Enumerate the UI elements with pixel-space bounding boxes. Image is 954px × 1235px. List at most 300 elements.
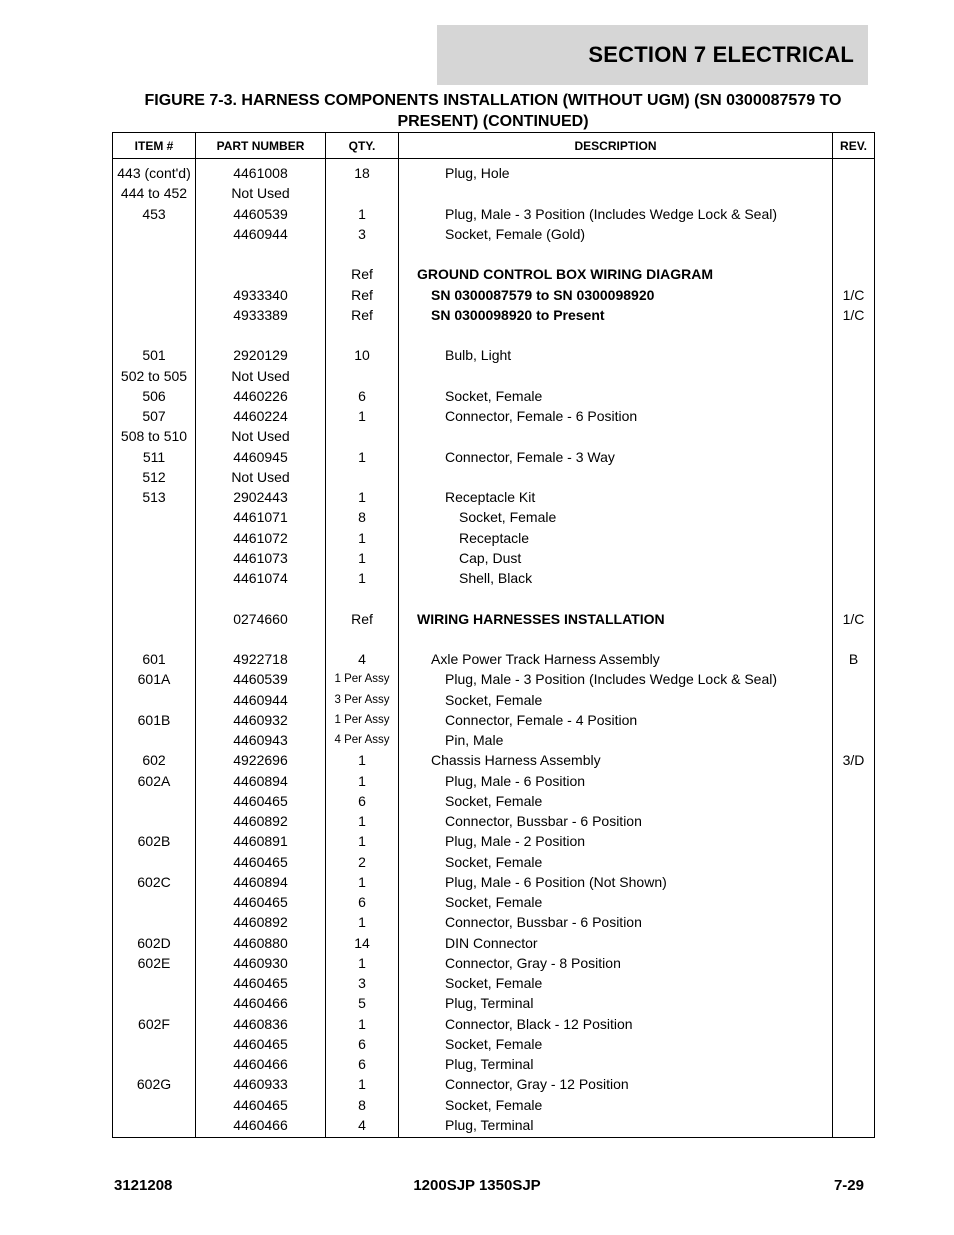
table-row bbox=[113, 993, 875, 1013]
description-cell: Socket, Female bbox=[399, 507, 833, 527]
table-row bbox=[113, 325, 875, 345]
revision-cell: 3/D bbox=[833, 750, 875, 770]
item-number-cell: 444 to 452 bbox=[113, 183, 196, 203]
item-number-cell: 511 bbox=[113, 447, 196, 467]
item-number-cell: 602C bbox=[113, 872, 196, 892]
part-number-cell: 4460465 bbox=[196, 892, 326, 912]
description-cell: Plug, Male - 6 Position (Not Shown) bbox=[399, 872, 833, 892]
description-cell bbox=[399, 325, 833, 345]
parts-table-body bbox=[113, 159, 875, 1138]
revision-cell bbox=[833, 568, 875, 588]
item-number-cell: 601 bbox=[113, 649, 196, 669]
revision-cell bbox=[833, 345, 875, 365]
revision-cell bbox=[833, 204, 875, 224]
part-number-cell: 4460224 bbox=[196, 406, 326, 426]
item-number-cell: 502 to 505 bbox=[113, 366, 196, 386]
revision-cell bbox=[833, 507, 875, 527]
quantity-cell: 8 bbox=[326, 1095, 399, 1115]
quantity-cell: 1 bbox=[326, 568, 399, 588]
quantity-cell: 1 bbox=[326, 447, 399, 467]
revision-cell bbox=[833, 973, 875, 993]
item-number-cell bbox=[113, 993, 196, 1013]
quantity-cell: 1 bbox=[326, 872, 399, 892]
quantity-cell bbox=[326, 588, 399, 608]
footer-doc-number: 3121208 bbox=[114, 1177, 173, 1194]
part-number-cell: 4460944 bbox=[196, 224, 326, 244]
description-cell: Plug, Male - 3 Position (Includes Wedge Lock & Seal) bbox=[399, 669, 833, 689]
part-number-cell: 4460944 bbox=[196, 690, 326, 710]
item-number-cell: 602A bbox=[113, 771, 196, 791]
item-number-cell bbox=[113, 325, 196, 345]
description-cell: Socket, Female bbox=[399, 690, 833, 710]
quantity-cell: 6 bbox=[326, 791, 399, 811]
revision-cell bbox=[833, 993, 875, 1013]
revision-cell bbox=[833, 912, 875, 932]
item-number-cell: 602 bbox=[113, 750, 196, 770]
item-number-cell bbox=[113, 548, 196, 568]
table-row bbox=[113, 690, 875, 710]
part-number-cell: 4460945 bbox=[196, 447, 326, 467]
item-number-cell bbox=[113, 811, 196, 831]
item-number-cell bbox=[113, 244, 196, 264]
item-number-cell bbox=[113, 730, 196, 750]
description-cell: Plug, Hole bbox=[399, 159, 833, 184]
description-cell: SN 0300098920 to Present bbox=[399, 305, 833, 325]
table-row bbox=[113, 669, 875, 689]
description-cell: Plug, Male - 2 Position bbox=[399, 831, 833, 851]
description-cell: Connector, Female - 6 Position bbox=[399, 406, 833, 426]
part-number-cell: 4460226 bbox=[196, 386, 326, 406]
quantity-cell: 14 bbox=[326, 933, 399, 953]
description-cell: Connector, Female - 3 Way bbox=[399, 447, 833, 467]
part-number-cell bbox=[196, 588, 326, 608]
table-row bbox=[113, 872, 875, 892]
table-row bbox=[113, 912, 875, 932]
quantity-cell bbox=[326, 325, 399, 345]
part-number-cell: 4460930 bbox=[196, 953, 326, 973]
revision-cell bbox=[833, 771, 875, 791]
revision-cell bbox=[833, 487, 875, 507]
revision-cell bbox=[833, 528, 875, 548]
quantity-cell: 4 Per Assy bbox=[326, 730, 399, 750]
figure-title bbox=[112, 90, 874, 132]
part-number-cell: 4460539 bbox=[196, 204, 326, 224]
description-cell: Socket, Female bbox=[399, 1095, 833, 1115]
quantity-cell: 6 bbox=[326, 892, 399, 912]
revision-cell bbox=[833, 1095, 875, 1115]
description-cell: Socket, Female bbox=[399, 892, 833, 912]
table-row bbox=[113, 1034, 875, 1054]
part-number-cell: 4460891 bbox=[196, 831, 326, 851]
item-number-cell: 443 (cont'd) bbox=[113, 159, 196, 184]
revision-cell bbox=[833, 831, 875, 851]
part-number-cell: Not Used bbox=[196, 183, 326, 203]
revision-cell bbox=[833, 1115, 875, 1138]
revision-cell bbox=[833, 264, 875, 284]
description-cell: Connector, Bussbar - 6 Position bbox=[399, 912, 833, 932]
item-number-cell: 512 bbox=[113, 467, 196, 487]
revision-cell bbox=[833, 588, 875, 608]
part-number-cell: 4460894 bbox=[196, 771, 326, 791]
part-number-cell bbox=[196, 325, 326, 345]
table-row bbox=[113, 447, 875, 467]
revision-cell bbox=[833, 811, 875, 831]
quantity-cell: 4 bbox=[326, 649, 399, 669]
item-number-cell: 601B bbox=[113, 710, 196, 730]
quantity-cell: 1 bbox=[326, 528, 399, 548]
quantity-cell: 1 bbox=[326, 912, 399, 932]
part-number-cell: 4922696 bbox=[196, 750, 326, 770]
quantity-cell: 2 bbox=[326, 852, 399, 872]
table-row bbox=[113, 831, 875, 851]
revision-cell: B bbox=[833, 649, 875, 669]
revision-cell bbox=[833, 1054, 875, 1074]
description-cell: Socket, Female bbox=[399, 791, 833, 811]
quantity-cell: 1 bbox=[326, 953, 399, 973]
description-cell: Connector, Black - 12 Position bbox=[399, 1014, 833, 1034]
table-row bbox=[113, 771, 875, 791]
quantity-cell: 1 bbox=[326, 1074, 399, 1094]
table-row bbox=[113, 345, 875, 365]
revision-cell bbox=[833, 548, 875, 568]
part-number-cell: 4922718 bbox=[196, 649, 326, 669]
table-row bbox=[113, 730, 875, 750]
footer-page-number: 7-29 bbox=[833, 1177, 864, 1194]
description-cell: Plug, Terminal bbox=[399, 1115, 833, 1138]
description-cell: Plug, Male - 3 Position (Includes Wedge Lock & Seal) bbox=[399, 204, 833, 224]
item-number-cell bbox=[113, 912, 196, 932]
part-number-cell bbox=[196, 629, 326, 649]
item-number-cell: 501 bbox=[113, 345, 196, 365]
revision-cell: 1/C bbox=[833, 305, 875, 325]
quantity-cell: 1 bbox=[326, 487, 399, 507]
quantity-cell: 1 bbox=[326, 204, 399, 224]
part-number-cell: 4461008 bbox=[196, 159, 326, 184]
part-number-cell: 0274660 bbox=[196, 609, 326, 629]
item-number-cell bbox=[113, 892, 196, 912]
section-title: SECTION 7 ELECTRICAL bbox=[588, 42, 854, 67]
item-number-cell bbox=[113, 690, 196, 710]
table-row bbox=[113, 204, 875, 224]
quantity-cell: 6 bbox=[326, 386, 399, 406]
part-number-cell: 4460892 bbox=[196, 811, 326, 831]
table-row bbox=[113, 548, 875, 568]
item-number-cell bbox=[113, 973, 196, 993]
table-row bbox=[113, 852, 875, 872]
quantity-cell bbox=[326, 183, 399, 203]
quantity-cell: 3 bbox=[326, 224, 399, 244]
description-cell bbox=[399, 588, 833, 608]
description-cell: Socket, Female bbox=[399, 973, 833, 993]
quantity-cell: 1 bbox=[326, 548, 399, 568]
table-row bbox=[113, 244, 875, 264]
description-cell bbox=[399, 629, 833, 649]
quantity-cell bbox=[326, 244, 399, 264]
description-cell: Receptacle Kit bbox=[399, 487, 833, 507]
column-header-rev: REV. bbox=[833, 133, 875, 159]
table-row bbox=[113, 933, 875, 953]
description-cell: Plug, Terminal bbox=[399, 1054, 833, 1074]
table-row bbox=[113, 285, 875, 305]
item-number-cell bbox=[113, 791, 196, 811]
item-number-cell: 601A bbox=[113, 669, 196, 689]
item-number-cell bbox=[113, 588, 196, 608]
revision-cell bbox=[833, 953, 875, 973]
revision-cell bbox=[833, 1014, 875, 1034]
item-number-cell bbox=[113, 568, 196, 588]
description-cell: GROUND CONTROL BOX WIRING DIAGRAM bbox=[399, 264, 833, 284]
table-row bbox=[113, 159, 875, 184]
item-number-cell: 602B bbox=[113, 831, 196, 851]
description-cell: Socket, Female (Gold) bbox=[399, 224, 833, 244]
quantity-cell: 6 bbox=[326, 1054, 399, 1074]
quantity-cell: Ref bbox=[326, 285, 399, 305]
item-number-cell bbox=[113, 305, 196, 325]
footer-model: 1200SJP 1350SJP bbox=[413, 1177, 541, 1194]
table-header-row bbox=[113, 133, 875, 159]
revision-cell bbox=[833, 1074, 875, 1094]
revision-cell bbox=[833, 366, 875, 386]
quantity-cell bbox=[326, 366, 399, 386]
item-number-cell: 602E bbox=[113, 953, 196, 973]
revision-cell: 1/C bbox=[833, 285, 875, 305]
quantity-cell: 1 bbox=[326, 771, 399, 791]
description-cell bbox=[399, 183, 833, 203]
column-header-description: DESCRIPTION bbox=[399, 133, 833, 159]
item-number-cell bbox=[113, 629, 196, 649]
part-number-cell: 4933389 bbox=[196, 305, 326, 325]
section-header bbox=[437, 25, 868, 85]
part-number-cell: 4461072 bbox=[196, 528, 326, 548]
quantity-cell bbox=[326, 426, 399, 446]
revision-cell bbox=[833, 244, 875, 264]
table-row bbox=[113, 710, 875, 730]
revision-cell bbox=[833, 710, 875, 730]
revision-cell bbox=[833, 447, 875, 467]
description-cell bbox=[399, 244, 833, 264]
item-number-cell: 513 bbox=[113, 487, 196, 507]
quantity-cell: 1 Per Assy bbox=[326, 710, 399, 730]
table-row bbox=[113, 305, 875, 325]
quantity-cell: 6 bbox=[326, 1034, 399, 1054]
quantity-cell: 1 bbox=[326, 750, 399, 770]
table-row bbox=[113, 1074, 875, 1094]
table-row bbox=[113, 467, 875, 487]
item-number-cell bbox=[113, 1095, 196, 1115]
revision-cell bbox=[833, 872, 875, 892]
item-number-cell bbox=[113, 264, 196, 284]
quantity-cell bbox=[326, 629, 399, 649]
item-number-cell: 602F bbox=[113, 1014, 196, 1034]
part-number-cell: 4460880 bbox=[196, 933, 326, 953]
description-cell: Shell, Black bbox=[399, 568, 833, 588]
part-number-cell: 4461071 bbox=[196, 507, 326, 527]
figure-title-line2: PRESENT) (CONTINUED) bbox=[397, 113, 589, 130]
item-number-cell bbox=[113, 1054, 196, 1074]
table-row bbox=[113, 629, 875, 649]
table-row bbox=[113, 1054, 875, 1074]
item-number-cell: 506 bbox=[113, 386, 196, 406]
quantity-cell: Ref bbox=[326, 264, 399, 284]
revision-cell bbox=[833, 426, 875, 446]
revision-cell bbox=[833, 183, 875, 203]
table-row bbox=[113, 426, 875, 446]
quantity-cell: 18 bbox=[326, 159, 399, 184]
part-number-cell: 4460466 bbox=[196, 1054, 326, 1074]
part-number-cell: 4460465 bbox=[196, 973, 326, 993]
quantity-cell bbox=[326, 467, 399, 487]
part-number-cell bbox=[196, 264, 326, 284]
description-cell: Cap, Dust bbox=[399, 548, 833, 568]
revision-cell bbox=[833, 406, 875, 426]
column-header-qty: QTY. bbox=[326, 133, 399, 159]
item-number-cell: 602G bbox=[113, 1074, 196, 1094]
revision-cell bbox=[833, 791, 875, 811]
revision-cell: 1/C bbox=[833, 609, 875, 629]
part-number-cell: 4460466 bbox=[196, 1115, 326, 1138]
quantity-cell: 1 bbox=[326, 811, 399, 831]
item-number-cell bbox=[113, 1115, 196, 1138]
part-number-cell: 4460933 bbox=[196, 1074, 326, 1094]
table-row bbox=[113, 892, 875, 912]
part-number-cell: 4460465 bbox=[196, 1095, 326, 1115]
description-cell: Axle Power Track Harness Assembly bbox=[399, 649, 833, 669]
description-cell: Socket, Female bbox=[399, 1034, 833, 1054]
item-number-cell: 453 bbox=[113, 204, 196, 224]
part-number-cell: 4460836 bbox=[196, 1014, 326, 1034]
quantity-cell: 8 bbox=[326, 507, 399, 527]
table-row bbox=[113, 264, 875, 284]
part-number-cell: 4460894 bbox=[196, 872, 326, 892]
description-cell: Connector, Bussbar - 6 Position bbox=[399, 811, 833, 831]
table-row bbox=[113, 224, 875, 244]
column-header-part-number: PART NUMBER bbox=[196, 133, 326, 159]
description-cell: Socket, Female bbox=[399, 386, 833, 406]
item-number-cell bbox=[113, 1034, 196, 1054]
quantity-cell: 1 bbox=[326, 406, 399, 426]
revision-cell bbox=[833, 159, 875, 184]
revision-cell bbox=[833, 467, 875, 487]
item-number-cell bbox=[113, 285, 196, 305]
description-cell: Connector, Female - 4 Position bbox=[399, 710, 833, 730]
table-row bbox=[113, 1115, 875, 1138]
item-number-cell bbox=[113, 507, 196, 527]
description-cell: Plug, Terminal bbox=[399, 993, 833, 1013]
revision-cell bbox=[833, 669, 875, 689]
description-cell: Bulb, Light bbox=[399, 345, 833, 365]
table-row bbox=[113, 487, 875, 507]
revision-cell bbox=[833, 386, 875, 406]
table-row bbox=[113, 973, 875, 993]
quantity-cell: 3 Per Assy bbox=[326, 690, 399, 710]
part-number-cell: 2902443 bbox=[196, 487, 326, 507]
item-number-cell: 602D bbox=[113, 933, 196, 953]
parts-table bbox=[112, 132, 875, 1138]
description-cell bbox=[399, 467, 833, 487]
table-row bbox=[113, 750, 875, 770]
part-number-cell: 4460466 bbox=[196, 993, 326, 1013]
table-row bbox=[113, 366, 875, 386]
revision-cell bbox=[833, 730, 875, 750]
part-number-cell: 4933340 bbox=[196, 285, 326, 305]
item-number-cell bbox=[113, 224, 196, 244]
part-number-cell: Not Used bbox=[196, 366, 326, 386]
quantity-cell: Ref bbox=[326, 609, 399, 629]
table-row bbox=[113, 953, 875, 973]
item-number-cell bbox=[113, 528, 196, 548]
table-row bbox=[113, 1014, 875, 1034]
table-row bbox=[113, 568, 875, 588]
part-number-cell: 4461074 bbox=[196, 568, 326, 588]
part-number-cell: Not Used bbox=[196, 467, 326, 487]
description-cell: Pin, Male bbox=[399, 730, 833, 750]
part-number-cell: 4460892 bbox=[196, 912, 326, 932]
table-row bbox=[113, 609, 875, 629]
part-number-cell: 4460932 bbox=[196, 710, 326, 730]
table-row bbox=[113, 811, 875, 831]
revision-cell bbox=[833, 892, 875, 912]
table-row bbox=[113, 1095, 875, 1115]
table-row bbox=[113, 183, 875, 203]
revision-cell bbox=[833, 629, 875, 649]
item-number-cell: 507 bbox=[113, 406, 196, 426]
revision-cell bbox=[833, 1034, 875, 1054]
part-number-cell: 4461073 bbox=[196, 548, 326, 568]
table-row bbox=[113, 791, 875, 811]
table-row bbox=[113, 406, 875, 426]
quantity-cell: 5 bbox=[326, 993, 399, 1013]
description-cell bbox=[399, 366, 833, 386]
revision-cell bbox=[833, 852, 875, 872]
part-number-cell: 4460465 bbox=[196, 791, 326, 811]
item-number-cell bbox=[113, 852, 196, 872]
quantity-cell: 10 bbox=[326, 345, 399, 365]
quantity-cell: 1 bbox=[326, 1014, 399, 1034]
part-number-cell: Not Used bbox=[196, 426, 326, 446]
part-number-cell: 2920129 bbox=[196, 345, 326, 365]
figure-title-line1: FIGURE 7-3. HARNESS COMPONENTS INSTALLATION (WITHOUT UGM) (SN 0300087579 TO bbox=[144, 92, 842, 109]
part-number-cell bbox=[196, 244, 326, 264]
revision-cell bbox=[833, 224, 875, 244]
quantity-cell: 1 Per Assy bbox=[326, 669, 399, 689]
description-cell: Chassis Harness Assembly bbox=[399, 750, 833, 770]
table-row bbox=[113, 649, 875, 669]
part-number-cell: 4460943 bbox=[196, 730, 326, 750]
description-cell: SN 0300087579 to SN 0300098920 bbox=[399, 285, 833, 305]
description-cell: Socket, Female bbox=[399, 852, 833, 872]
item-number-cell bbox=[113, 609, 196, 629]
quantity-cell: 4 bbox=[326, 1115, 399, 1138]
revision-cell bbox=[833, 933, 875, 953]
description-cell: Connector, Gray - 8 Position bbox=[399, 953, 833, 973]
table-row bbox=[113, 386, 875, 406]
quantity-cell: 3 bbox=[326, 973, 399, 993]
column-header-item: ITEM # bbox=[113, 133, 196, 159]
description-cell: DIN Connector bbox=[399, 933, 833, 953]
description-cell: WIRING HARNESSES INSTALLATION bbox=[399, 609, 833, 629]
part-number-cell: 4460465 bbox=[196, 1034, 326, 1054]
revision-cell bbox=[833, 325, 875, 345]
description-cell: Receptacle bbox=[399, 528, 833, 548]
description-cell bbox=[399, 426, 833, 446]
revision-cell bbox=[833, 690, 875, 710]
table-row bbox=[113, 507, 875, 527]
quantity-cell: 1 bbox=[326, 831, 399, 851]
description-cell: Connector, Gray - 12 Position bbox=[399, 1074, 833, 1094]
table-row bbox=[113, 528, 875, 548]
part-number-cell: 4460539 bbox=[196, 669, 326, 689]
description-cell: Plug, Male - 6 Position bbox=[399, 771, 833, 791]
